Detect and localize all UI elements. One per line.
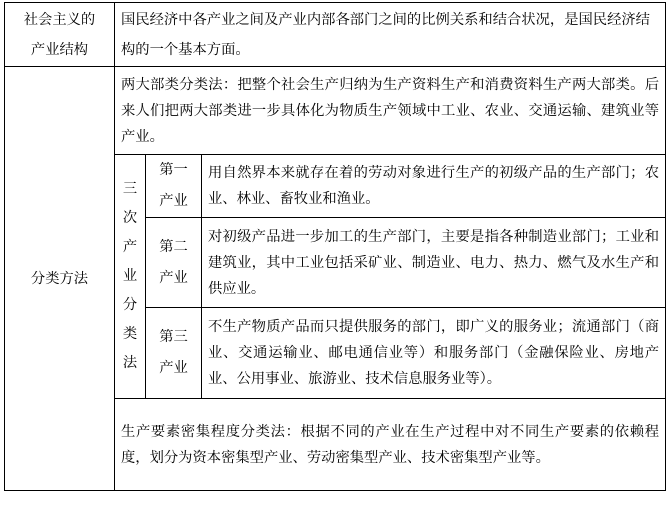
secondary-label-line2: 产业 bbox=[159, 269, 188, 286]
three-sector-char: 法 bbox=[122, 355, 138, 371]
two-sector-method: 两大部类分类法：把整个社会生产归纳为生产资料生产和消费资料生产两大部类。后来人们把两大部类进一步具体化为物质生产领域中工业、农业、交通运输、建筑业等产业。 bbox=[115, 67, 666, 155]
secondary-industry-text: 对初级产品进一步加工的生产部门，主要是指各种制造业部门；工业和建筑业，其中工业包括采矿业、制造业、电力、热力、燃气及水生产和供应业。 bbox=[202, 218, 666, 308]
structure-heading-line2: 产业结构 bbox=[30, 41, 89, 58]
tertiary-label-line1: 第三 bbox=[159, 329, 188, 345]
three-sector-char: 次 bbox=[122, 210, 138, 226]
secondary-industry-label bbox=[146, 218, 202, 308]
primary-industry-label bbox=[146, 155, 202, 218]
two-sector-row bbox=[5, 67, 666, 155]
secondary-label-line1: 第二 bbox=[159, 238, 188, 255]
primary-label-line2: 产业 bbox=[159, 193, 188, 209]
three-sector-char: 分 bbox=[122, 297, 138, 313]
three-sector-char: 三 bbox=[122, 181, 138, 197]
industry-structure-table bbox=[4, 2, 666, 491]
structure-definition: 国民经济中各产业之间及产业内部各部门之间的比例关系和结合状况，是国民经济结构的一个基本方面。 bbox=[115, 3, 666, 67]
three-sector-char: 类 bbox=[122, 326, 138, 342]
structure-row bbox=[5, 3, 666, 67]
structure-heading bbox=[5, 3, 115, 67]
three-sector-char: 业 bbox=[122, 268, 138, 284]
factor-intensity-method: 生产要素密集程度分类法：根据不同的产业在生产过程中对不同生产要素的依赖程度，划分为资本密集型产业、劳动密集型产业、技术密集型产业等。 bbox=[115, 399, 666, 491]
three-sector-char: 产 bbox=[122, 239, 138, 255]
three-sector-label bbox=[115, 155, 146, 399]
primary-industry-text: 用自然界本来就存在着的劳动对象进行生产的初级产品的生产部门；农业、林业、畜牧业和渔业。 bbox=[202, 155, 666, 218]
tertiary-industry-label bbox=[146, 308, 202, 399]
primary-label-line1: 第一 bbox=[159, 162, 188, 178]
tertiary-label-line2: 产业 bbox=[159, 360, 188, 376]
structure-heading-line1: 社会主义的 bbox=[23, 11, 96, 28]
classification-heading: 分类方法 bbox=[5, 67, 115, 491]
tertiary-industry-text: 不生产物质产品而只提供服务的部门，即广义的服务业；流通部门（商业、交通运输业、邮电通信业等）和服务部门（金融保险业、房地产业、公用事业、旅游业、技术信息服务业等）。 bbox=[202, 308, 666, 399]
